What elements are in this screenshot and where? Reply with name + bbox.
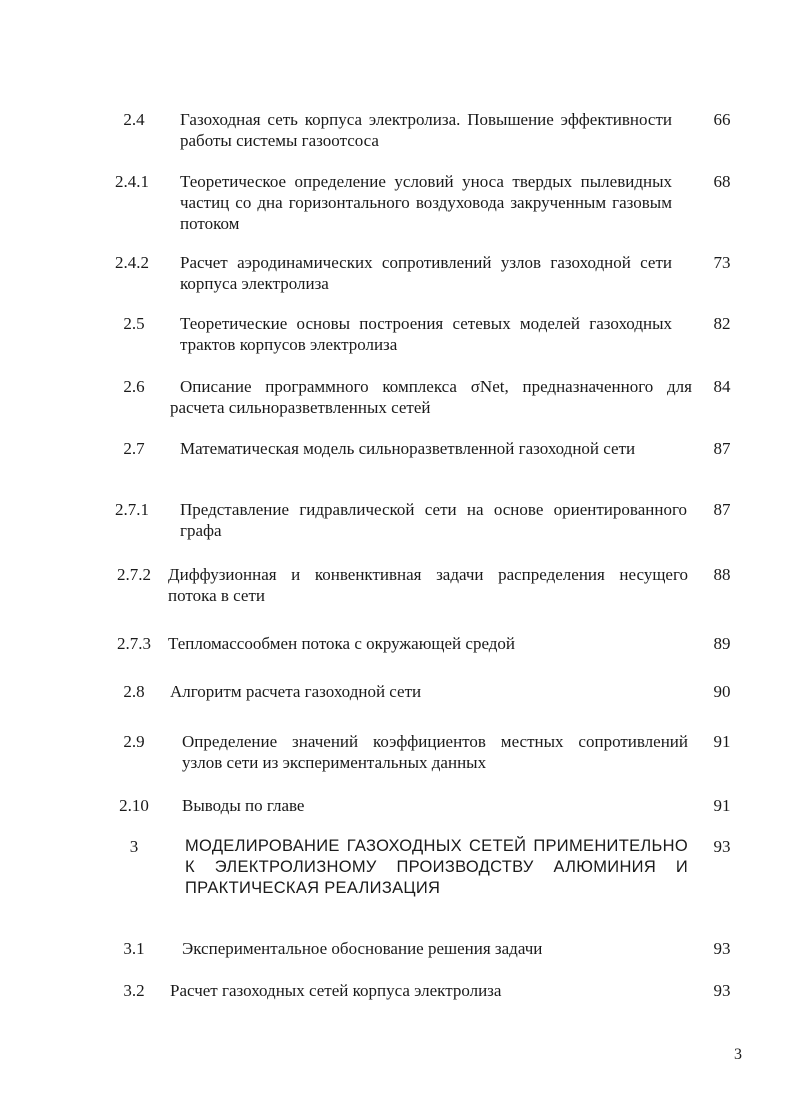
section-number: 2.7 [123,439,145,458]
page-ref: 68 [713,172,731,191]
section-number: 2.5 [123,314,145,333]
section-title: Алгоритм расчета газоходной сети [170,682,422,701]
section-title: Определение значений коэффициентов местных сопротивлений узлов сети из экспериментальных данных [182,732,688,772]
page-ref: 88 [713,565,731,584]
page-ref: 82 [713,314,731,333]
section-title: Расчет аэродинамических сопротивлений узлов газоходной сети корпуса электролиза [180,253,672,293]
page-ref: 73 [713,253,731,272]
section-title: Теоретическое определение условий уноса твердых пылевидных частиц со дна горизонтального воздуховода закрученным газовым потоком [180,172,672,233]
page-ref: 90 [713,682,731,701]
page-ref: 91 [713,796,731,815]
page-ref: 87 [713,439,731,458]
section-title: Математическая модель сильноразветвленной газоходной сети [180,439,636,458]
section-title: Теоретические основы построения сетевых моделей газоходных трактов корпусов электролиза [180,314,672,354]
page-ref: 87 [713,500,731,519]
page-ref: 84 [713,377,731,396]
page-number: 3 [734,1046,742,1063]
section-title: Выводы по главе [182,796,305,815]
section-title: Расчет газоходных сетей корпуса электролиза [170,981,502,1000]
page-ref: 66 [713,110,731,129]
section-title: Тепломассообмен потока с окружающей средой [168,634,516,653]
section-number: 2.4 [123,110,145,129]
section-number: 2.4.2 [115,253,149,272]
section-number: 2.7.3 [117,634,151,653]
section-number: 2.7.1 [115,500,149,519]
page-ref: 89 [713,634,731,653]
section-title: МОДЕЛИРОВАНИЕ ГАЗОХОДНЫХ СЕТЕЙ ПРИМЕНИТЕЛЬНО К ЭЛЕКТРОЛИЗНОМУ ПРОИЗВОДСТВУ АЛЮМИНИЯ И ПРАКТИЧЕСКАЯ РЕАЛИЗАЦИЯ [185,837,688,897]
section-title: Представление гидравлической сети на основе ориентированного графа [180,500,687,540]
section-title: Газоходная сеть корпуса электролиза. Повышение эффективности работы системы газоотсоса [180,110,672,150]
section-title: Экспериментальное обоснование решения задачи [182,939,543,958]
page-ref: 93 [713,981,731,1000]
section-number: 3.2 [123,981,145,1000]
page-ref: 93 [713,837,731,856]
section-number: 2.6 [123,377,145,396]
section-number: 3 [129,837,139,856]
section-title: Описание программного комплекса σNet, предназначенного для расчета сильноразветвленных сетей [170,377,692,417]
section-number: 2.10 [119,796,149,815]
section-number: 2.8 [123,682,145,701]
section-number: 2.7.2 [117,565,151,584]
page-ref: 93 [713,939,731,958]
section-number: 2.9 [123,732,145,751]
page-ref: 91 [713,732,731,751]
section-title: Диффузионная и конвенктивная задачи распределения несущего потока в сети [168,565,688,605]
section-number: 2.4.1 [115,172,149,191]
section-number: 3.1 [123,939,145,958]
